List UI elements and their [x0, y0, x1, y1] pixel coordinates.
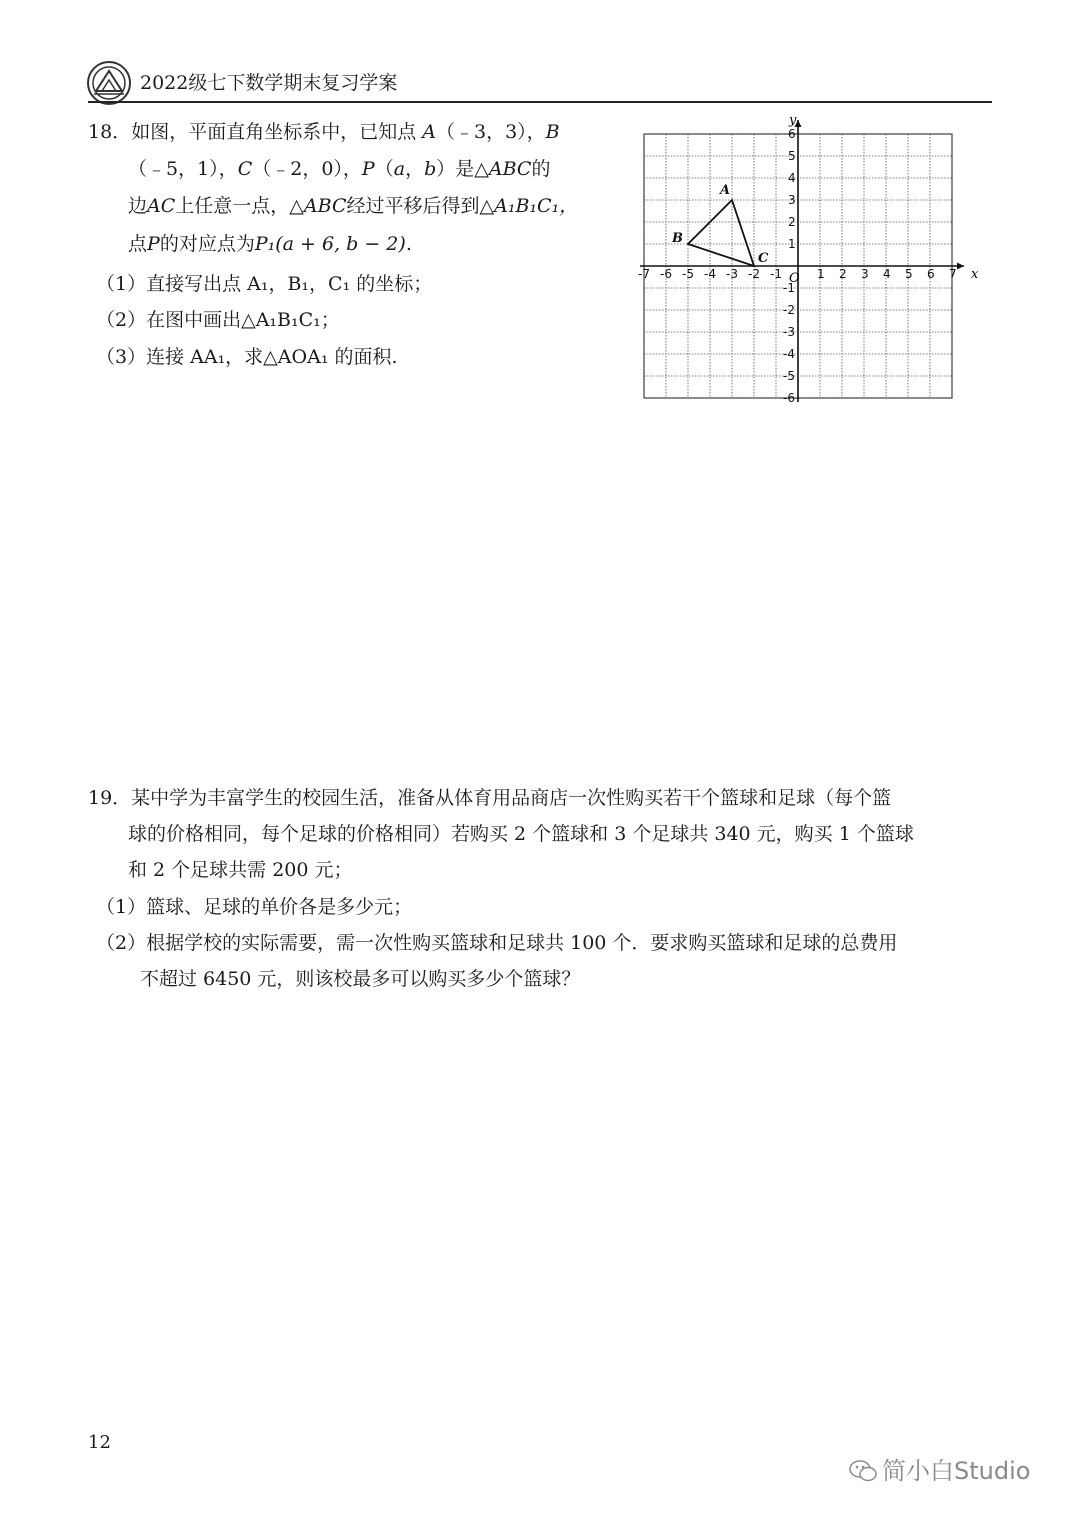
x-tick-label: -4 [704, 267, 716, 281]
q18-line2: （﹣5，1），C（﹣2，0），P（a，b）是△ABC的 [128, 158, 551, 180]
y-tick-label: -6 [783, 391, 795, 405]
x-tick-label: 1 [817, 267, 825, 281]
y-tick-label: 3 [788, 193, 796, 207]
x-tick-label: 2 [839, 267, 847, 281]
point-label-b: B [672, 231, 683, 246]
header-title: 2022级七下数学期末复习学案 [140, 72, 398, 94]
triangle-abc [688, 200, 754, 266]
x-axis-arrow [957, 263, 964, 270]
q19-line1: 19．某中学为丰富学生的校园生活，准备从体育用品商店一次性购买若干个篮球和足球（每个篮 [88, 787, 892, 809]
q19-part2b: 不超过 6450 元，则该校最多可以购买多少个篮球？ [140, 968, 581, 990]
y-tick-label: 1 [788, 237, 796, 251]
y-axis-label: y [789, 113, 797, 128]
x-tick-label: -6 [660, 267, 672, 281]
school-logo [86, 60, 132, 106]
point-label-a: A [720, 183, 731, 198]
y-tick-label: 4 [788, 171, 796, 185]
x-tick-label: 7 [949, 267, 957, 281]
x-tick-label: 4 [883, 267, 891, 281]
x-axis-label: x [971, 267, 979, 282]
q19-line2: 球的价格相同，每个足球的价格相同）若购买 2 个篮球和 3 个足球共 340 元，购买 1 个篮球 [128, 823, 914, 845]
wechat-icon [848, 1458, 878, 1484]
q18-line1: 18．如图，平面直角坐标系中，已知点 A（﹣3，3），B [88, 121, 560, 143]
y-tick-label: 5 [788, 149, 796, 163]
y-tick-label: -3 [783, 325, 795, 339]
watermark: 简小白Studio [882, 1457, 1031, 1485]
x-tick-label: 3 [861, 267, 869, 281]
q18-line4: 点P的对应点为P₁(a + 6, b − 2). [128, 233, 412, 255]
x-tick-label: -7 [638, 267, 650, 281]
y-tick-label: -5 [783, 369, 795, 383]
y-tick-label: 2 [788, 215, 796, 229]
q19-line3: 和 2 个足球共需 200 元； [128, 859, 353, 881]
q18-part1: （1）直接写出点 A₁，B₁，C₁ 的坐标； [96, 273, 433, 295]
q18-part3: （3）连接 AA₁，求△AOA₁ 的面积. [96, 346, 398, 368]
header-divider [88, 101, 992, 103]
y-tick-label: -1 [783, 281, 795, 295]
x-tick-label: -2 [748, 267, 760, 281]
x-tick-label: 6 [927, 267, 935, 281]
y-tick-label: -2 [783, 303, 795, 317]
q19-part1: （1）篮球、足球的单价各是多少元； [96, 896, 413, 918]
x-tick-label: -3 [726, 267, 738, 281]
y-tick-label: 6 [788, 127, 796, 141]
q18-part2: （2）在图中画出△A₁B₁C₁； [96, 309, 340, 331]
point-label-c: C [758, 251, 769, 266]
x-tick-label: -1 [770, 267, 782, 281]
x-tick-label: 5 [905, 267, 913, 281]
y-tick-label: -4 [783, 347, 795, 361]
origin-label: O [789, 271, 800, 286]
coordinate-grid-figure [640, 112, 985, 407]
x-tick-label: -5 [682, 267, 694, 281]
page-number: 12 [88, 1432, 111, 1453]
q19-part2a: （2）根据学校的实际需要，需一次性购买篮球和足球共 100 个．要求购买篮球和足球的总费用 [96, 932, 898, 954]
q18-line3: 边AC上任意一点，△ABC经过平移后得到△A₁B₁C₁， [128, 195, 579, 217]
